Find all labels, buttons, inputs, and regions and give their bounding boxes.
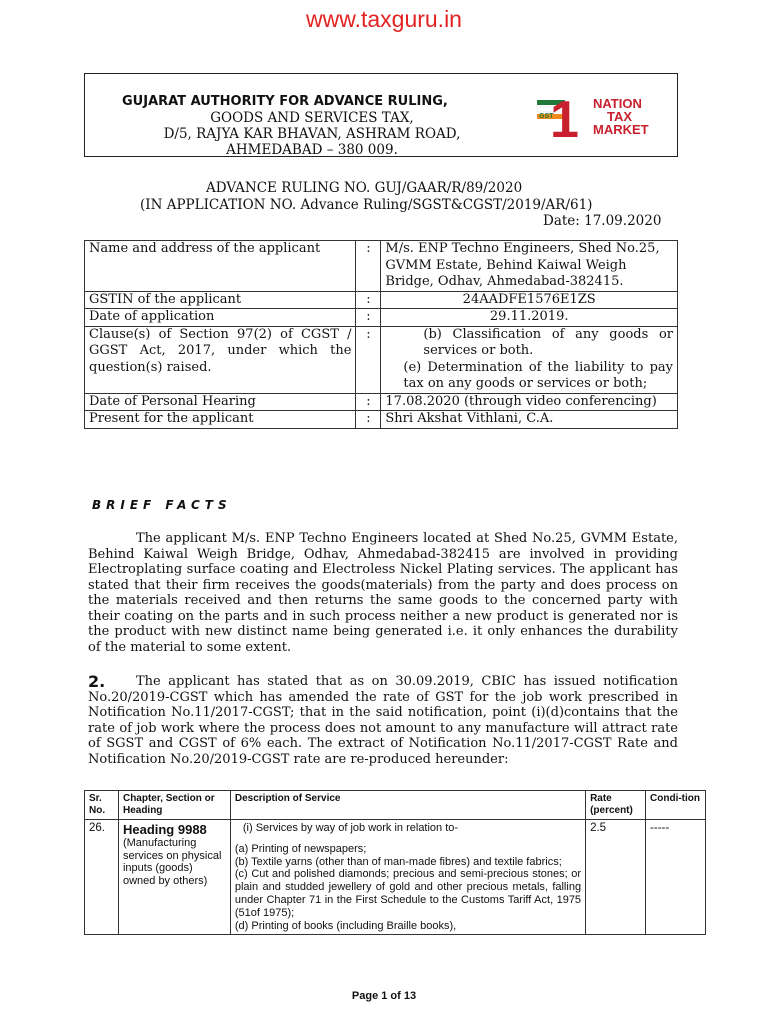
site-url[interactable]: www.taxguru.in: [306, 6, 462, 32]
row-label: Present for the applicant: [85, 411, 356, 429]
paragraph-1: The applicant M/s. ENP Techno Engineers located at Shed No.25, GVMM Estate, Behind Kaiwal Weigh Bridge, Odhav, Ahmedabad-382415 are involved in providing Electroplating surface coating and Electroless Nickel Plating services. The applicant has stated that their firm receives the goods(materials) from the party and does process on the materials received and then returns the same goods to the concerned party with their coating on the parts and in such process neither a new product is generated nor is the product with new distinct name being generated i.e. it only enhances the durability of the material to some extent.: [88, 531, 678, 655]
ruling-date: Date: 17.09.2020: [543, 213, 662, 229]
application-date-value: 29.11.2019.: [381, 309, 678, 327]
row-label: Date of Personal Hearing: [85, 393, 356, 411]
applicant-name-address: M/s. ENP Techno Engineers, Shed No.25, GVMM Estate, Behind Kaiwal Weigh Bridge, Odhav, Ahmedabad-382415.: [381, 241, 678, 292]
row-label: GSTIN of the applicant: [85, 291, 356, 309]
row-rate: 2.5: [586, 820, 646, 935]
desc-item-d: (d) Printing of books (including Braille books),: [234, 919, 457, 932]
authority-line-4: AHMEDABAD – 380 009.: [226, 142, 398, 158]
row-condition: -----: [646, 820, 706, 935]
row-separator: :: [356, 393, 381, 411]
table-row: [85, 411, 678, 429]
authority-name: GUJARAT AUTHORITY FOR ADVANCE RULING,: [122, 94, 448, 109]
authority-line-2: GOODS AND SERVICES TAX,: [210, 110, 414, 126]
paragraph-2-number: 2.: [88, 672, 106, 691]
table-header-row: [85, 791, 706, 820]
authority-address: [122, 94, 522, 158]
row-separator: :: [356, 326, 381, 393]
authority-line-3: D/5, RAJYA KAR BHAVAN, ASHRAM ROAD,: [163, 126, 461, 142]
rate-extract-table: [84, 790, 706, 935]
ruling-number: ADVANCE RULING NO. GUJ/GAAR/R/89/2020: [206, 180, 523, 196]
clause-values: [381, 326, 678, 393]
logo-digit: 1: [550, 91, 579, 146]
heading-subtitle: (Manufacturing services on physical inputs (goods) owned by others): [122, 837, 222, 887]
row-label: Name and address of the applicant: [85, 241, 356, 292]
desc-item-b: (b) Textile yarns (other than of man-made fibres) and textile fabrics;: [234, 855, 562, 868]
paragraph-2-text: The applicant has stated that as on 30.09.2019, CBIC has issued notification No.20/2019-CGST which has amended the rate of GST for the job work prescribed in Notification No.11/2017-CGST; that in the said notification, point (i)(d)contains that the rate of job work where the process does not amount to any manufacture will attract rate of SGST and CGST of 6% each. The extract of Notification No.11/2017-CGST Rate and Notification No.20/2019-CGST rate are re-produced hereunder:: [88, 674, 678, 767]
header-description: Description of Service: [230, 791, 585, 820]
table-row: [85, 393, 678, 411]
row-chapter: [118, 820, 230, 935]
row-sr-no: 26.: [85, 820, 119, 935]
paragraph-2: [88, 674, 678, 767]
table-row: [85, 291, 678, 309]
logo-graphic: [531, 84, 669, 146]
desc-intro: (i) Services by way of job work in relation to-: [242, 822, 459, 834]
clause-e: (e) Determination of the liability to pay tax on any goods or services or both;: [403, 359, 673, 391]
logo-line-1: NATION: [593, 96, 642, 111]
one-nation-tax-market-logo: [531, 84, 669, 146]
present-for-applicant-value: Shri Akshat Vithlani, C.A.: [381, 411, 678, 429]
row-description: [230, 820, 585, 935]
gstin-value: 24AADFE1576E1ZS: [381, 291, 678, 309]
page-number: Page 1 of 13: [351, 990, 417, 1002]
desc-item-a: (a) Printing of newspapers;: [234, 842, 367, 855]
brief-facts-heading: BRIEF FACTS: [92, 498, 232, 512]
row-label: Clause(s) of Section 97(2) of CGST / GGST Act, 2017, under which the question(s) raised.: [85, 326, 356, 393]
table-row: [85, 309, 678, 327]
clause-b: (b) Classification of any goods or services or both.: [423, 326, 673, 358]
table-row: [85, 326, 678, 393]
row-separator: :: [356, 411, 381, 429]
header-sr-no: Sr. No.: [85, 791, 119, 820]
row-separator: :: [356, 309, 381, 327]
table-row: [85, 820, 706, 935]
application-number: (IN APPLICATION NO. Advance Ruling/SGST&CGST/2019/AR/61): [140, 197, 593, 213]
row-label: Date of application: [85, 309, 356, 327]
hearing-date-value: 17.08.2020 (through video conferencing): [381, 393, 678, 411]
logo-line-3: MARKET: [593, 122, 649, 137]
logo-line-2: TAX: [607, 109, 633, 124]
header-chapter: Chapter, Section or Heading: [118, 791, 230, 820]
applicant-details-table: [84, 240, 678, 429]
desc-item-c: (c) Cut and polished diamonds; precious and semi-precious stones; or plain and studded jewellery of gold and other precious metals, falling under Chapter 71 in the First Schedule to the Customs Tariff Act, 1975 (51of 1975);: [234, 868, 582, 919]
row-separator: :: [356, 241, 381, 292]
header-condition: Condi-tion: [646, 791, 706, 820]
table-row: [85, 241, 678, 292]
row-separator: :: [356, 291, 381, 309]
heading-title: Heading 9988: [122, 822, 207, 837]
logo-gst-tag: GST: [539, 113, 554, 120]
header-rate: Rate (percent): [586, 791, 646, 820]
